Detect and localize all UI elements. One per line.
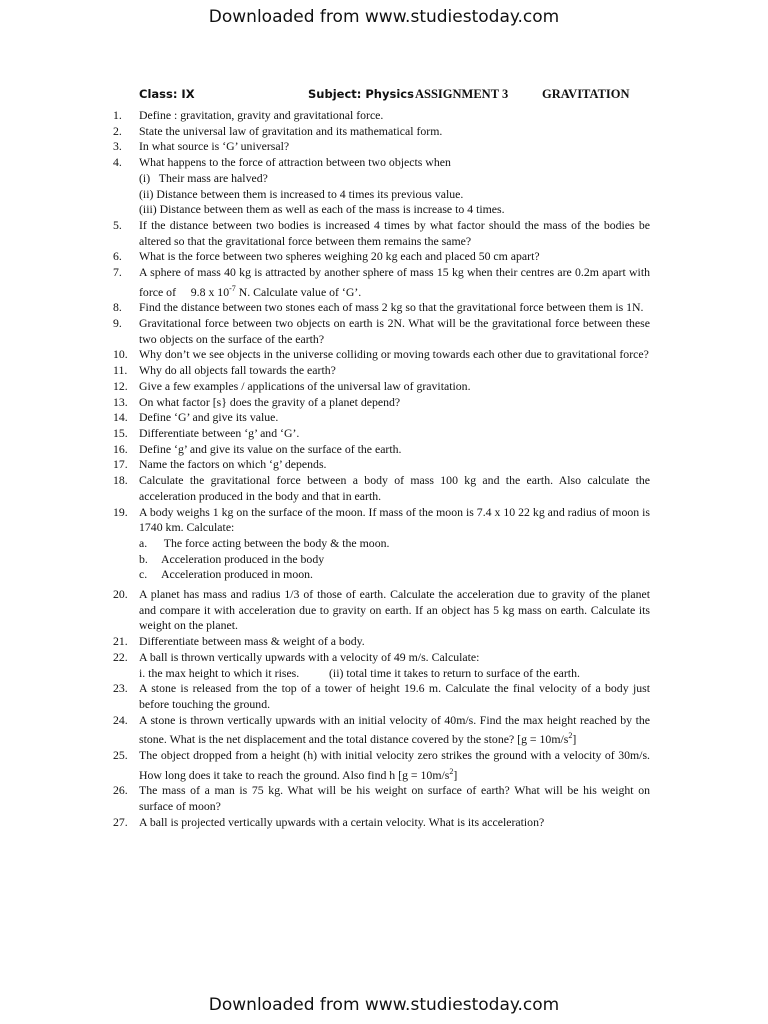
sub-question-text: (iii) Distance between them as well as each of the mass is increase to 4 times.	[139, 202, 505, 217]
assignment-header	[0, 87, 768, 103]
question-item	[113, 426, 650, 442]
question-number: 16.	[113, 441, 128, 456]
question-number: 25.	[113, 747, 128, 762]
question-item	[113, 316, 650, 347]
question-item	[113, 155, 650, 218]
question-body: Give a few examples / applications of the universal law of gravitation.	[139, 378, 471, 393]
question-body: A planet has mass and radius 1/3 of those of earth. Calculate the acceleration due to gravity of the planet and compare it with acceleration due to gravity on earth. If an object has 5 kg mass on earth. Calculate its weight on the planet.	[139, 587, 650, 633]
question-item	[113, 473, 650, 504]
sub-question	[139, 567, 650, 583]
formula-suffix: N. Calculate value of ‘G’.	[235, 284, 362, 299]
question-text	[139, 108, 650, 124]
sub-question-text: (i) Their mass are halved?	[139, 170, 268, 185]
question-text	[139, 426, 650, 442]
download-banner-bottom: Downloaded from www.studiestoday.com	[208, 995, 560, 1015]
sub-question	[139, 171, 650, 187]
question-text	[139, 457, 650, 473]
question-text	[139, 505, 650, 536]
sub-question-text: Acceleration produced in moon.	[161, 567, 313, 582]
question-number: 17.	[113, 457, 128, 472]
question-number: 24.	[113, 712, 128, 727]
question-number: 23.	[113, 681, 128, 696]
question-item	[113, 108, 650, 124]
question-text	[139, 473, 650, 504]
question-number: 20.	[113, 587, 128, 602]
question-body: Why don’t we see objects in the universe colliding or moving towards each other due to gravitational force?	[139, 347, 649, 362]
question-number: 18.	[113, 473, 128, 488]
question-text	[139, 316, 650, 347]
question-body: Differentiate between ‘g’ and ‘G’.	[139, 425, 300, 440]
question-number: 13.	[113, 394, 128, 409]
unit-exponent: 2	[449, 766, 454, 776]
question-body: If the distance between two bodies is increased 4 times by what factor should the mass of the bodies be altered so that the gravitational force between them remains the same?	[139, 217, 650, 248]
question-number: 10.	[113, 347, 128, 362]
question-number: 1.	[113, 108, 122, 122]
question-body: Why do all objects fall towards the earth?	[139, 363, 336, 378]
formula-exponent: -7	[229, 283, 236, 293]
question-body: A ball is projected vertically upwards with a certain velocity. What is its acceleration?	[139, 814, 545, 829]
sub-question	[139, 552, 650, 568]
question-text	[139, 155, 650, 171]
question-item	[113, 505, 650, 584]
question-body: Define ‘G’ and give its value.	[139, 410, 279, 425]
sub-question	[139, 536, 650, 552]
question-body: What is the force between two spheres weighing 20 kg each and placed 50 cm apart?	[139, 249, 540, 264]
question-text	[139, 681, 650, 712]
question-number: 14.	[113, 410, 128, 425]
sub-question-row	[139, 666, 650, 682]
question-item	[113, 300, 650, 316]
question-body: Define ‘g’ and give its value on the surface of the earth.	[139, 441, 402, 456]
question-text	[139, 249, 650, 265]
question-body: Name the factors on which ‘g’ depends.	[139, 457, 327, 472]
question-text	[139, 587, 650, 634]
question-text	[139, 300, 650, 316]
question-item	[113, 748, 650, 783]
question-number: 11.	[113, 363, 128, 378]
sub-question	[139, 187, 650, 203]
question-number: 21.	[113, 634, 128, 649]
question-body: Gravitational force between two objects on earth is 2N. What will be the gravitational force between these two objects on the surface of the earth?	[139, 316, 650, 346]
sub-question-marker: c.	[139, 567, 148, 582]
question-text	[139, 650, 650, 666]
question-text	[139, 139, 650, 155]
question-body: A stone is released from the top of a tower of height 19.6 m. Calculate the final velocity of a body just before touching the ground.	[139, 681, 650, 711]
question-number: 4.	[113, 155, 122, 170]
subject-label: Subject: Physics	[308, 87, 414, 101]
question-text	[139, 363, 650, 379]
sub-question-text: i. the max height to which it rises.	[139, 665, 300, 680]
question-number: 8.	[113, 300, 122, 315]
question-item	[113, 218, 650, 249]
unit-exponent: 2	[568, 731, 573, 741]
question-number: 26.	[113, 783, 128, 798]
question-number: 27.	[113, 814, 128, 829]
sub-question-text: Acceleration produced in the body	[161, 551, 325, 566]
question-text	[139, 410, 650, 426]
question-body: State the universal law of gravitation and its mathematical form.	[139, 123, 443, 138]
question-body: A sphere of mass 40 kg is attracted by another sphere of mass 15 kg when their centres are 0.2m apart with force of	[139, 265, 650, 299]
question-text	[139, 347, 650, 363]
question-item	[113, 410, 650, 426]
question-text	[139, 395, 650, 411]
question-item	[113, 713, 650, 748]
question-item	[113, 634, 650, 650]
question-item	[113, 783, 650, 814]
question-item	[113, 587, 650, 634]
question-item	[113, 249, 650, 265]
question-body: What happens to the force of attraction between two objects when	[139, 155, 451, 170]
question-number: 3.	[113, 139, 122, 154]
question-item	[113, 347, 650, 363]
question-number: 12.	[113, 378, 128, 393]
question-body: A body weighs 1 kg on the surface of the moon. If mass of the moon is 7.4 x 10 22 kg and radius of moon is 1740 km. Calculate:	[139, 504, 650, 535]
question-body: Calculate the gravitational force between a body of mass 100 kg and the earth. Also calculate the acceleration produced in the body and that in earth.	[139, 473, 650, 503]
question-body: A stone is thrown vertically upwards with an initial velocity of 40m/s. Find the max height reached by the stone. What is the net displacement and the total distance covered by the stone? [g = 10m/s	[139, 712, 650, 747]
question-body: The object dropped from a height (h) with initial velocity zero strikes the ground with a velocity of 30m/s. How long does it take to reach the ground. Also find h [g = 10m/s	[139, 747, 650, 782]
question-number: 15.	[113, 425, 128, 440]
question-item	[113, 379, 650, 395]
question-text	[139, 783, 650, 814]
unit-suffix: ]	[572, 732, 577, 747]
download-banner-top: Downloaded from www.studiestoday.com	[208, 7, 560, 27]
question-number: 9.	[113, 316, 122, 331]
question-item	[113, 363, 650, 379]
question-body: The mass of a man is 75 kg. What will be his weight on surface of earth? What will be his weight on surface of moon?	[139, 783, 650, 813]
sub-question-text: (ii) total time it takes to return to surface of the earth.	[329, 665, 580, 680]
question-text	[139, 265, 650, 300]
assignment-topic: GRAVITATION	[542, 87, 630, 101]
question-body: Find the distance between two stones each of mass 2 kg so that the gravitational force between them is 1N.	[139, 300, 644, 315]
question-text	[139, 634, 650, 650]
question-number: 22.	[113, 649, 128, 664]
question-number: 19.	[113, 504, 128, 519]
sub-question-marker: b.	[139, 551, 148, 566]
question-item	[113, 395, 650, 411]
question-body: Differentiate between mass & weight of a body.	[139, 634, 365, 649]
unit-suffix: ]	[453, 767, 458, 782]
question-number: 5.	[113, 217, 122, 232]
assignment-number: ASSIGNMENT 3	[415, 87, 509, 101]
question-number: 6.	[113, 249, 122, 264]
question-text	[139, 442, 650, 458]
question-item	[113, 265, 650, 300]
question-item	[113, 442, 650, 458]
question-body: A ball is thrown vertically upwards with a velocity of 49 m/s. Calculate:	[139, 649, 480, 664]
question-text	[139, 713, 650, 748]
class-label: Class: IX	[139, 87, 195, 101]
question-text	[139, 379, 650, 395]
question-text	[139, 124, 650, 140]
question-text	[139, 218, 650, 249]
question-number: 7.	[113, 265, 122, 280]
question-number: 2.	[113, 123, 122, 138]
question-item	[113, 650, 650, 681]
question-text	[139, 815, 650, 831]
question-list	[113, 108, 650, 830]
formula-value: 9.8 x 10	[176, 284, 230, 299]
question-item	[113, 139, 650, 155]
sub-question	[139, 202, 650, 218]
question-body: On what factor [s} does the gravity of a planet depend?	[139, 394, 401, 409]
sub-question-marker: a.	[139, 535, 148, 550]
question-item	[113, 124, 650, 140]
question-item	[113, 457, 650, 473]
question-body: In what source is ‘G’ universal?	[139, 139, 290, 154]
question-body: Define : gravitation, gravity and gravitational force.	[139, 108, 384, 122]
question-item	[113, 681, 650, 712]
sub-question-text: The force acting between the body & the moon.	[161, 535, 390, 550]
question-item	[113, 815, 650, 831]
question-text	[139, 748, 650, 783]
sub-question-text: (ii) Distance between them is increased to 4 times its previous value.	[139, 186, 464, 201]
